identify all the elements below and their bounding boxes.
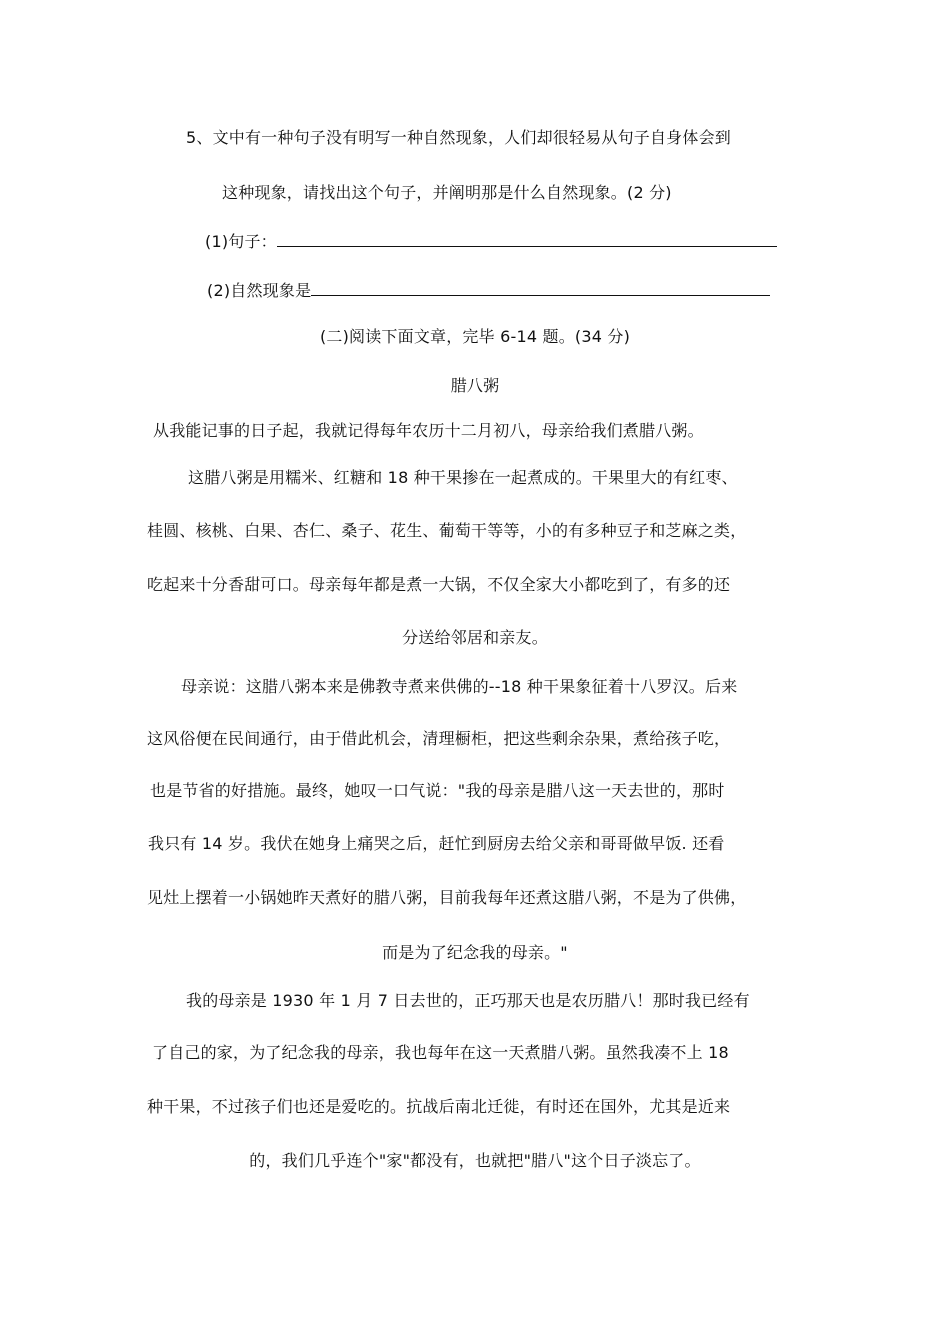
question-5-line-2: 这种现象，请找出这个句子，并阐明那是什么自然现象。(2 分) [222,183,672,202]
article-line: 的，我们几乎连个"家"都没有，也就把"腊八"这个日子淡忘了。 [249,1151,701,1170]
article-line: 从我能记事的日子起，我就记得每年农历十二月初八，母亲给我们煮腊八粥。 [153,421,704,440]
answer-blank-sentence[interactable] [205,230,777,253]
answer-blank-phenomenon[interactable] [207,279,770,302]
article-line: 母亲说：这腊八粥本来是佛教寺煮来供佛的--18 种干果象征着十八罗汉。后来 [181,677,738,696]
article-line: 桂圆、核桃、白果、杏仁、桑子、花生、葡萄干等等，小的有多种豆子和芝麻之类， [147,521,747,540]
question-5-line-1: 5、文中有一种句子没有明写一种自然现象，人们却很轻易从句子自身体会到 [186,128,731,147]
article-line: 了自己的家，为了纪念我的母亲，我也每年在这一天煮腊八粥。虽然我凑不上 18 [152,1043,729,1062]
answer-blank-sentence-label: (1)句子： [205,232,277,251]
article-line: 这腊八粥是用糯米、红糖和 18 种干果掺在一起煮成的。干果里大的有红枣、 [188,468,738,487]
section-heading: (二)阅读下面文章，完毕 6-14 题。(34 分) [319,327,631,346]
article-title: 腊八粥 [450,376,500,395]
answer-line-sentence[interactable] [277,230,777,247]
answer-blank-phenomenon-label: (2)自然现象是 [207,281,312,300]
article-line: 这风俗便在民间通行，由于借此机会，清理橱柜，把这些剩余杂果，煮给孩子吃， [147,729,731,748]
article-line: 也是节省的好措施。最终，她叹一口气说："我的母亲是腊八这一天去世的，那时 [150,781,725,800]
article-line: 分送给邻居和亲友。 [402,628,548,647]
article-line: 见灶上摆着一小锅她昨天煮好的腊八粥，目前我每年还煮这腊八粥，不是为了供佛， [147,888,747,907]
answer-line-phenomenon[interactable] [311,279,770,296]
article-line: 我只有 14 岁。我伏在她身上痛哭之后，赶忙到厨房去给父亲和哥哥做早饭. 还看 [148,834,725,853]
article-line: 种干果，不过孩子们也还是爱吃的。抗战后南北迁徙，有时还在国外，尤其是近来 [147,1097,731,1116]
article-line: 吃起来十分香甜可口。母亲每年都是煮一大锅，不仅全家大小都吃到了，有多的还 [147,575,731,594]
article-line: 而是为了纪念我的母亲。" [382,943,568,962]
article-line: 我的母亲是 1930 年 1 月 7 日去世的，正巧那天也是农历腊八！那时我已经有 [186,991,750,1010]
